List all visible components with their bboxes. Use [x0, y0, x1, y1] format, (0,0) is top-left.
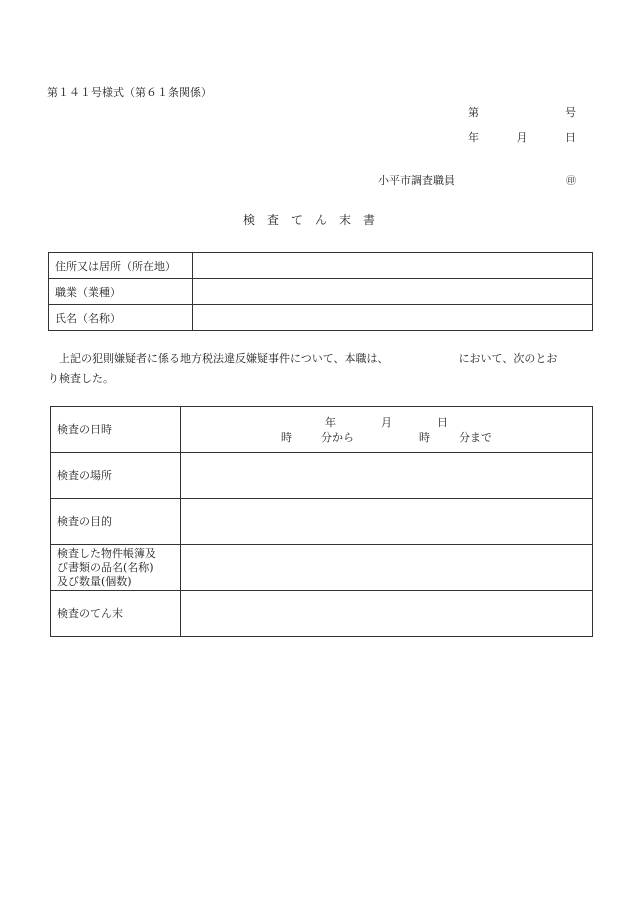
form-number-label: 第１４１号様式（第６１条関係）: [47, 86, 212, 99]
table-row: [49, 279, 593, 305]
datetime-month: 月: [381, 415, 392, 429]
address-field[interactable]: [193, 253, 593, 279]
result-field[interactable]: [181, 591, 593, 637]
items-label-line: 及び数量(個数): [57, 574, 132, 588]
occupation-field[interactable]: [193, 279, 593, 305]
statement-text-3: り検査した。: [48, 372, 114, 385]
datetime-label: 検査の日時: [51, 407, 181, 453]
result-label: 検査のてん末: [51, 591, 181, 637]
inspection-details-table: [50, 406, 593, 637]
datetime-date-line: [187, 415, 586, 430]
datetime-time-line: [187, 430, 586, 445]
statement-text-2: において、次のとお: [458, 352, 558, 365]
date-year: 年: [468, 131, 479, 144]
date-day: 日: [565, 131, 576, 144]
datetime-minute-from: 分から: [321, 430, 354, 444]
place-field[interactable]: [181, 453, 593, 499]
number-suffix: 号: [565, 106, 576, 119]
name-field[interactable]: [193, 305, 593, 331]
document-number-row: [468, 104, 576, 120]
purpose-label: 検査の目的: [51, 499, 181, 545]
place-label: 検査の場所: [51, 453, 181, 499]
investigator-label: 小平市調査職員: [378, 174, 455, 187]
table-row: [49, 305, 593, 331]
name-label: 氏名（名称）: [49, 305, 193, 331]
address-label: 住所又は居所（所在地）: [49, 253, 193, 279]
table-row: [51, 591, 593, 637]
datetime-field[interactable]: [181, 407, 593, 453]
datetime-hour-to: 時: [419, 430, 430, 444]
number-prefix: 第: [468, 106, 479, 119]
items-field[interactable]: [181, 545, 593, 591]
table-row: [51, 545, 593, 591]
datetime-hour-from: 時: [281, 430, 292, 444]
table-row: [51, 499, 593, 545]
document-date-row: [468, 129, 576, 145]
datetime-minute-to: 分まで: [459, 430, 492, 444]
items-label-line: 検査した物件帳簿及: [57, 546, 156, 560]
table-row: [49, 253, 593, 279]
occupation-label: 職業（業種）: [49, 279, 193, 305]
seal-mark: ㊞: [566, 176, 576, 187]
date-month: 月: [516, 131, 528, 144]
location-blank[interactable]: [389, 349, 459, 369]
table-row: [51, 407, 593, 453]
datetime-year: 年: [325, 415, 336, 429]
table-row: [51, 453, 593, 499]
statement-paragraph: [48, 349, 593, 389]
suspect-info-table: [48, 252, 593, 331]
items-label-line: び書類の品名(名称): [57, 560, 154, 574]
statement-text-1: 上記の犯則嫌疑者に係る地方税法違反嫌疑事件について、本職は、: [59, 352, 389, 365]
document-title: 検査てん末書: [242, 213, 387, 227]
datetime-day: 日: [437, 415, 448, 429]
items-label: [51, 545, 181, 591]
purpose-field[interactable]: [181, 499, 593, 545]
